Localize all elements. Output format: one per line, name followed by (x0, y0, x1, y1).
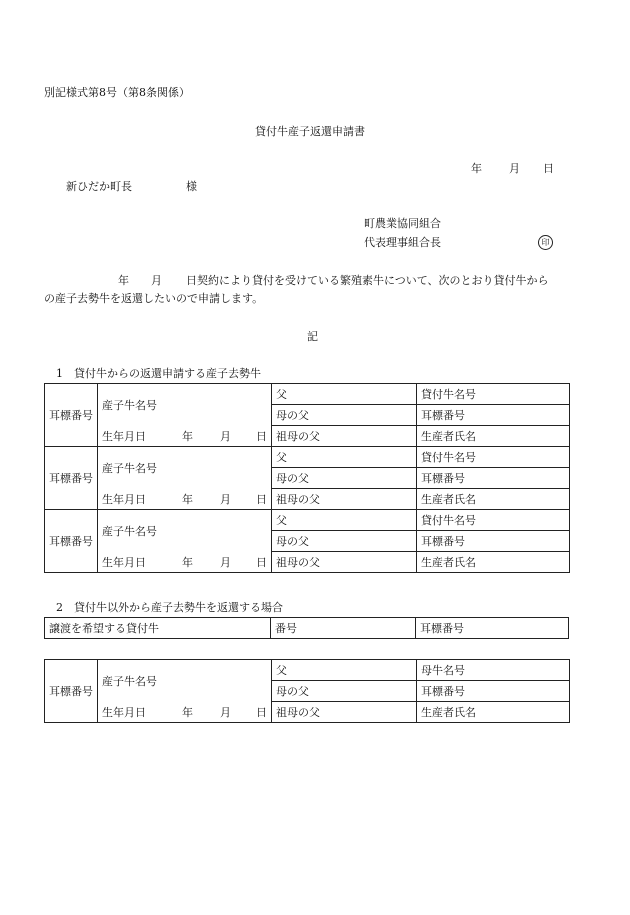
addressee-honorific: 様 (186, 180, 197, 193)
section1-heading: 1 貸付牛からの返還申請する産子去勢牛 (56, 367, 261, 380)
calf-row (45, 660, 570, 681)
applicant-role: 代表理事組合長 (364, 236, 441, 249)
loaned-cow-name-label: 貸付牛名号 (417, 447, 570, 468)
granddam-sire-label: 祖母の父 (272, 702, 417, 723)
calf-name-label: 産子牛名号 (98, 660, 272, 702)
producer-name-label: 生産者氏名 (417, 552, 570, 573)
ear-tag-label: 耳標番号 (45, 384, 98, 447)
applicant-org: 町農業協同組合 (364, 217, 441, 230)
form-label: 別記様式第8号（第8条関係） (44, 86, 190, 99)
calf-row (45, 384, 570, 405)
section2-heading: 2 貸付牛以外から産子去勢牛を返還する場合 (56, 601, 283, 614)
birth-date: 生年月日 年 月 日 (98, 552, 272, 573)
loaned-cow-name-label: 貸付牛名号 (417, 510, 570, 531)
body-year: 年 (118, 274, 129, 287)
date-year: 年 (471, 162, 482, 175)
ear-tag-label: 耳標番号 (45, 510, 98, 573)
dam-sire-label: 母の父 (272, 468, 417, 489)
body-month: 月 (151, 274, 162, 287)
document-title: 貸付牛産子返還申請書 (255, 125, 365, 138)
producer-name-label: 生産者氏名 (417, 702, 570, 723)
calf-name-label: 産子牛名号 (98, 510, 272, 552)
sire-label: 父 (272, 660, 417, 681)
info-ear-tag-label: 耳標番号 (417, 531, 570, 552)
calf-name-label: 産子牛名号 (98, 384, 272, 426)
date-day: 日 (543, 162, 554, 175)
dam-sire-label: 母の父 (272, 681, 417, 702)
transfer-cow-label: 譲渡を希望する貸付牛 (45, 618, 271, 639)
dam-sire-label: 母の父 (272, 405, 417, 426)
addressee-name: 新ひだか町長 (66, 180, 132, 193)
ear-tag-label: 耳標番号 (45, 447, 98, 510)
body-line2: の産子去勢牛を返還したいので申請します。 (44, 292, 264, 305)
seal-mark: 印 (538, 235, 553, 250)
calf-row (45, 447, 570, 468)
ki-label: 記 (307, 330, 318, 343)
sire-label: 父 (272, 447, 417, 468)
birth-date: 生年月日 年 月 日 (98, 426, 272, 447)
info-ear-tag-label: 耳標番号 (417, 681, 570, 702)
loaned-cow-name-label: 貸付牛名号 (417, 384, 570, 405)
birth-date: 生年月日 年 月 日 (98, 489, 272, 510)
transfer-number-label: 番号 (271, 618, 416, 639)
ear-tag-label: 耳標番号 (45, 660, 98, 723)
transfer-table (44, 617, 569, 639)
producer-name-label: 生産者氏名 (417, 426, 570, 447)
section1-table (44, 383, 570, 573)
granddam-sire-label: 祖母の父 (272, 489, 417, 510)
dam-name-label: 母牛名号 (417, 660, 570, 681)
calf-row (45, 510, 570, 531)
section2-table (44, 659, 570, 723)
info-ear-tag-label: 耳標番号 (417, 405, 570, 426)
transfer-ear-tag-label: 耳標番号 (416, 618, 569, 639)
body-line1: 日契約により貸付を受けている繁殖素牛について、次のとおり貸付牛から (186, 274, 549, 287)
producer-name-label: 生産者氏名 (417, 489, 570, 510)
granddam-sire-label: 祖母の父 (272, 552, 417, 573)
dam-sire-label: 母の父 (272, 531, 417, 552)
granddam-sire-label: 祖母の父 (272, 426, 417, 447)
sire-label: 父 (272, 510, 417, 531)
date-month: 月 (509, 162, 520, 175)
sire-label: 父 (272, 384, 417, 405)
info-ear-tag-label: 耳標番号 (417, 468, 570, 489)
birth-date: 生年月日 年 月 日 (98, 702, 272, 723)
calf-name-label: 産子牛名号 (98, 447, 272, 489)
